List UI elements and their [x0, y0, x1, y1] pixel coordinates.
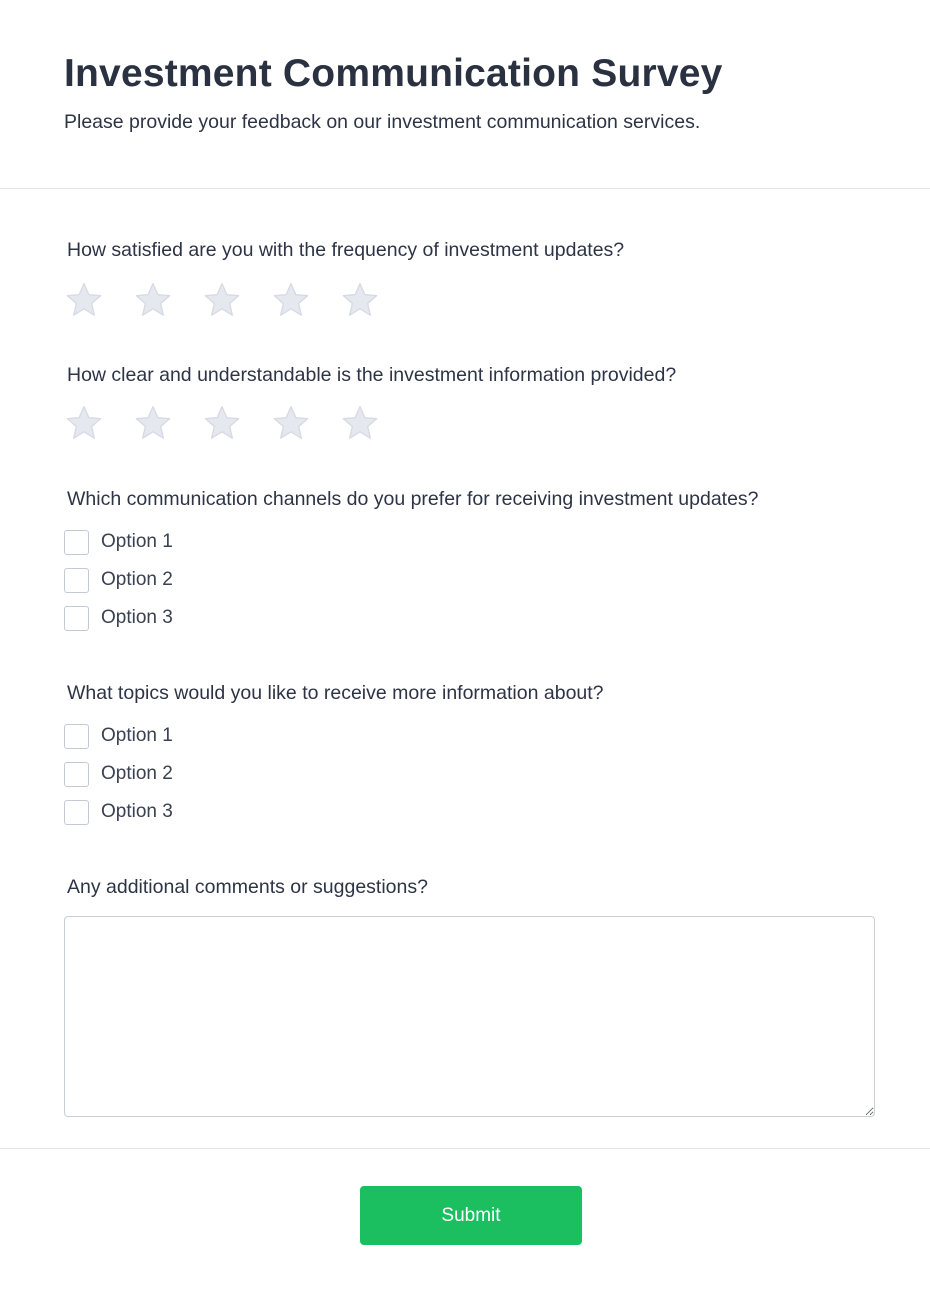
star-icon[interactable]	[271, 403, 311, 443]
checkbox-label: Option 3	[101, 607, 173, 628]
question-2-label: How clear and understandable is the investment information provided?	[67, 364, 677, 386]
checkbox-label: Option 3	[101, 801, 173, 822]
checkbox-label: Option 1	[101, 531, 173, 552]
checkbox-option[interactable]	[64, 762, 464, 800]
checkbox-label: Option 1	[101, 725, 173, 746]
comments-textarea[interactable]	[64, 916, 875, 1117]
question-1-label: How satisfied are you with the frequency of investment updates?	[67, 239, 625, 261]
star-icon[interactable]	[340, 280, 380, 320]
survey-header	[0, 0, 930, 189]
checkbox-group-q4	[64, 724, 464, 838]
checkbox-label: Option 2	[101, 569, 173, 590]
star-icon[interactable]	[64, 403, 104, 443]
submit-button[interactable]: Submit	[360, 1186, 582, 1245]
checkbox-option[interactable]	[64, 606, 464, 644]
checkbox-option[interactable]	[64, 800, 464, 838]
question-5-label: Any additional comments or suggestions?	[67, 876, 428, 898]
checkbox-icon[interactable]	[64, 762, 89, 787]
page-title: Investment Communication Survey	[64, 52, 723, 95]
checkbox-option[interactable]	[64, 530, 464, 568]
star-icon[interactable]	[133, 403, 173, 443]
checkbox-icon[interactable]	[64, 568, 89, 593]
star-icon[interactable]	[271, 280, 311, 320]
footer-divider	[0, 1148, 930, 1149]
question-3-label: Which communication channels do you prefer for receiving investment updates?	[67, 488, 759, 510]
checkbox-icon[interactable]	[64, 724, 89, 749]
checkbox-icon[interactable]	[64, 800, 89, 825]
question-4-label: What topics would you like to receive more information about?	[67, 682, 604, 704]
checkbox-group-q3	[64, 530, 464, 644]
checkbox-option[interactable]	[64, 724, 464, 762]
rating-stars-q2	[64, 403, 394, 443]
star-icon[interactable]	[202, 280, 242, 320]
star-icon[interactable]	[64, 280, 104, 320]
checkbox-icon[interactable]	[64, 606, 89, 631]
star-icon[interactable]	[340, 403, 380, 443]
page-subtitle: Please provide your feedback on our investment communication services.	[64, 111, 701, 133]
star-icon[interactable]	[202, 403, 242, 443]
star-icon[interactable]	[133, 280, 173, 320]
checkbox-label: Option 2	[101, 763, 173, 784]
checkbox-icon[interactable]	[64, 530, 89, 555]
rating-stars-q1	[64, 280, 394, 320]
checkbox-option[interactable]	[64, 568, 464, 606]
